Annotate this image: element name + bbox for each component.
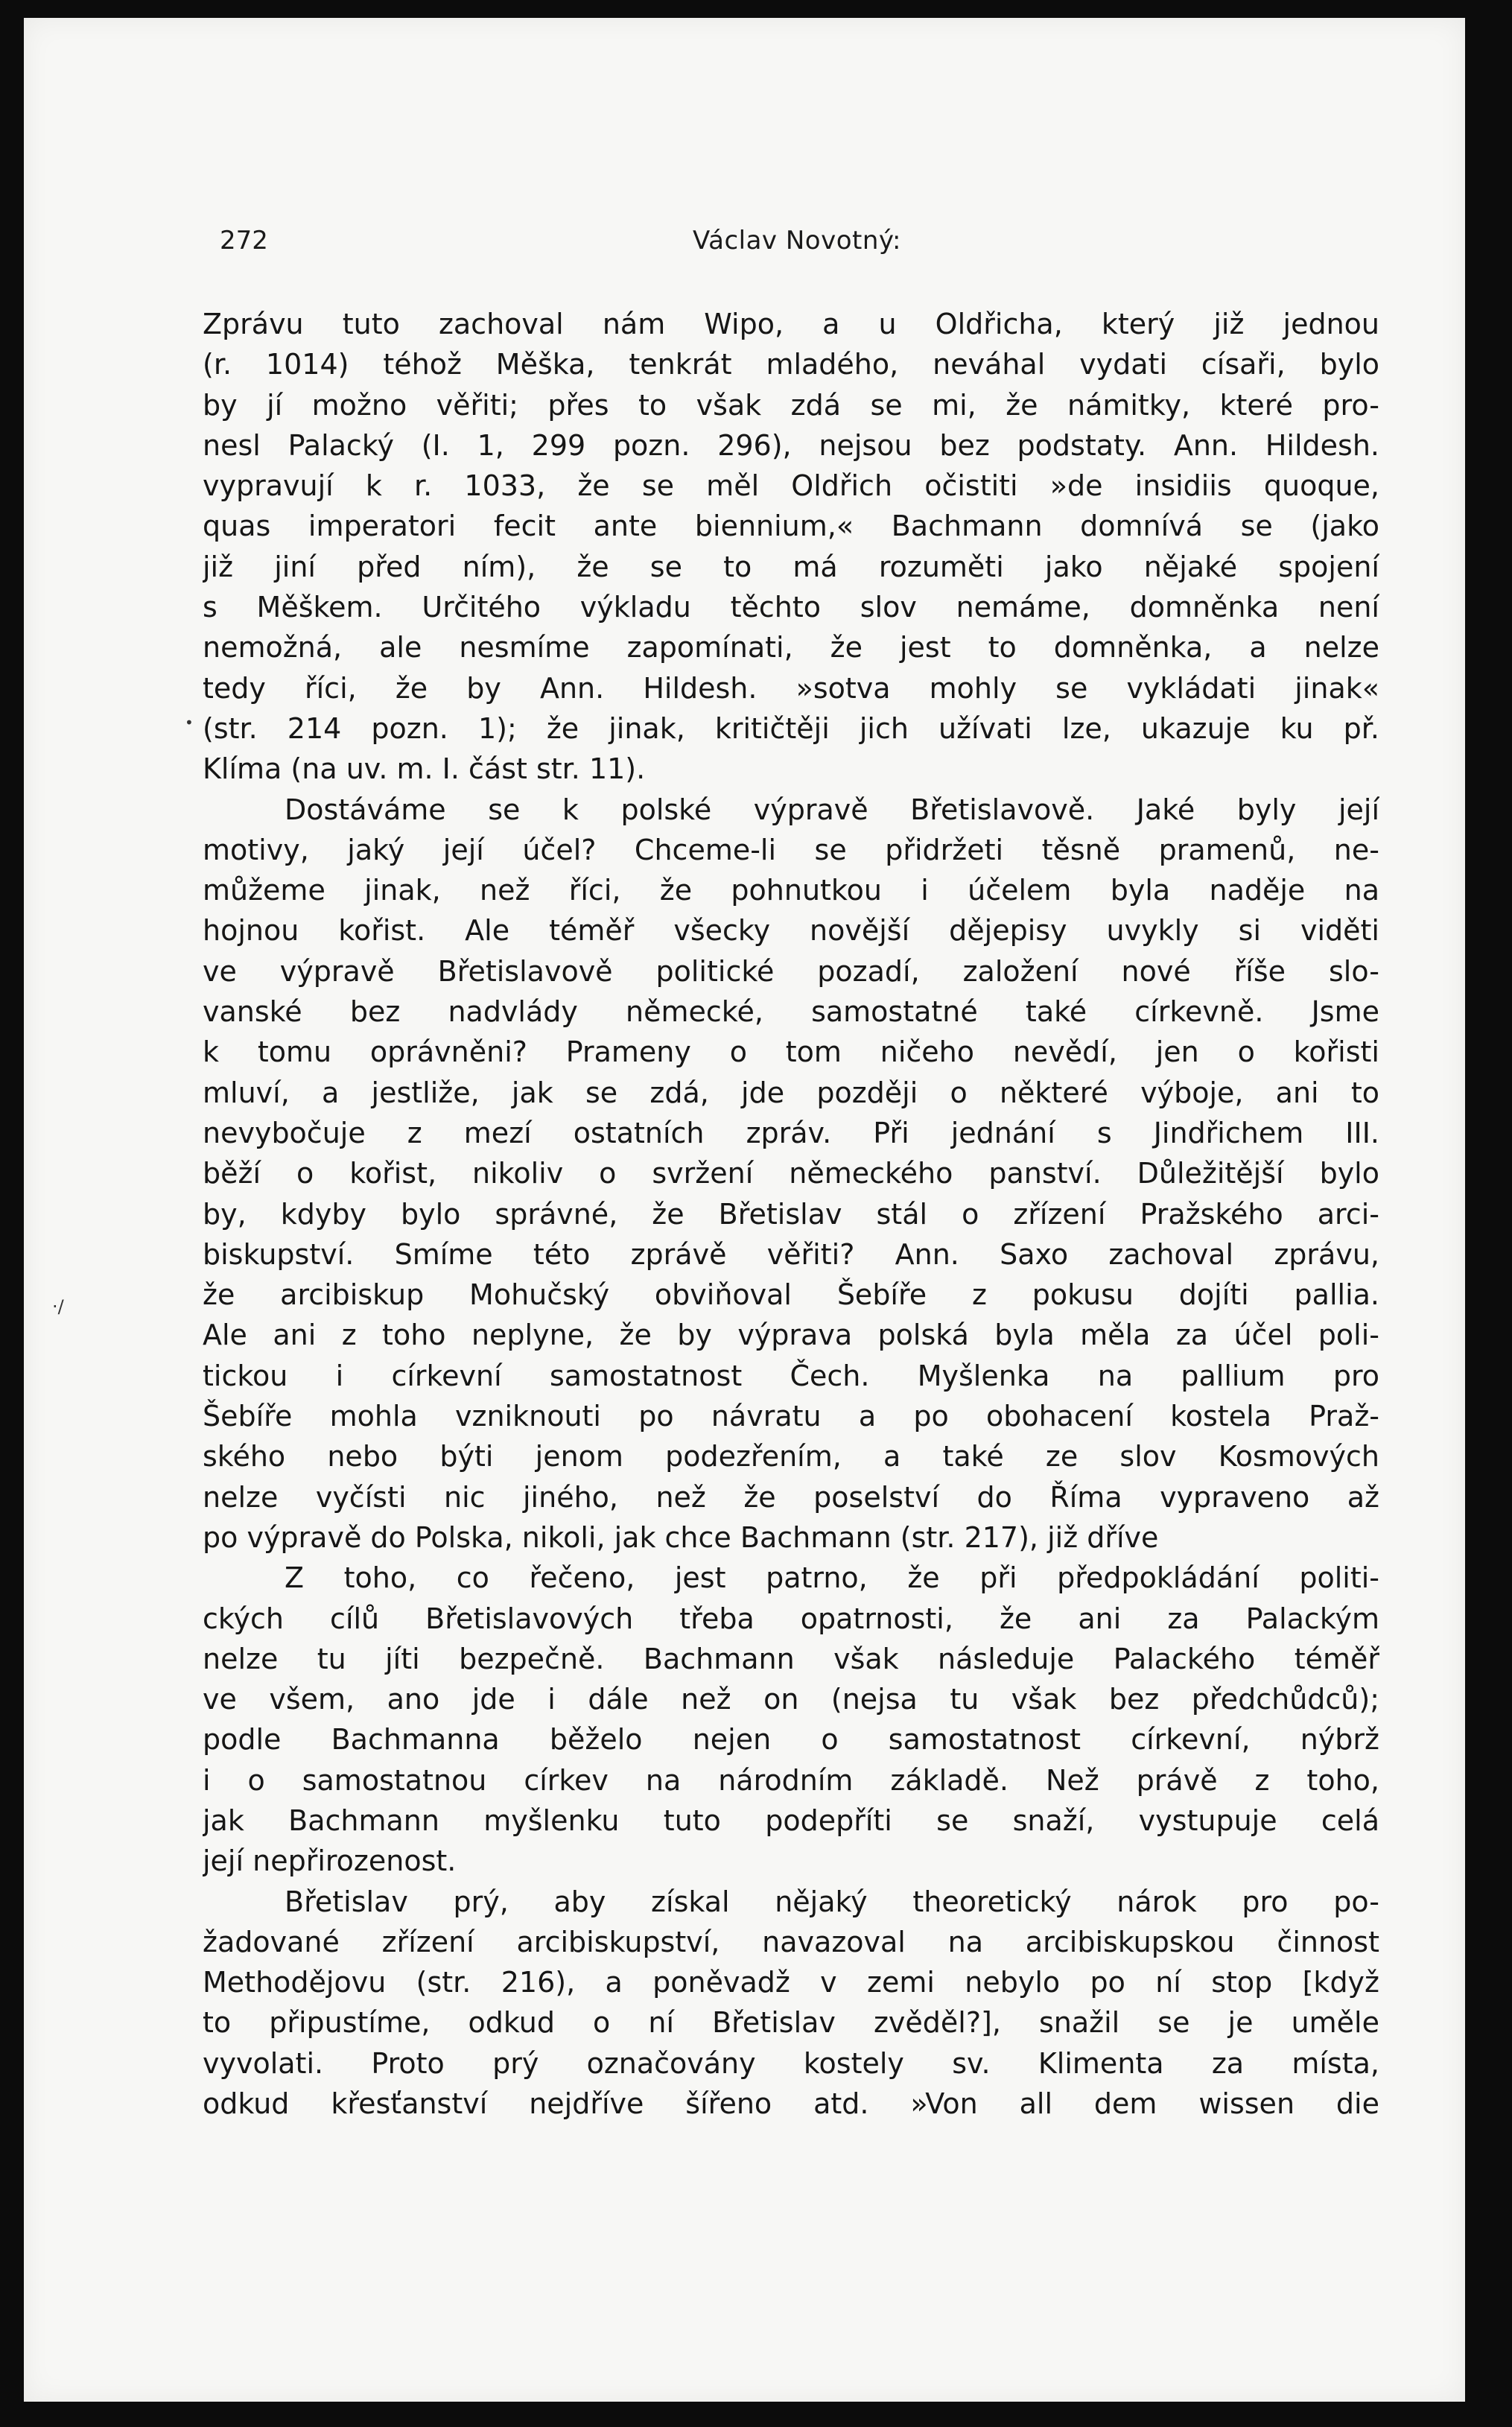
running-head: Václav Novotný: (693, 226, 901, 256)
text-line: nesl Palacký (I. 1, 299 pozn. 296), nejsou bez podstaty. Ann. Hildesh. (203, 428, 1379, 462)
margin-mark: ·/ (52, 1296, 64, 1317)
text-line: Methodějovu (str. 216), a poněvadž v zemi nebylo po ní stop [když (203, 1966, 1379, 1999)
text-line: motivy, jaký její účel? Chceme-li se přidržeti těsně pramenů, ne- (203, 833, 1379, 866)
text-line: že arcibiskup Mohučský obviňoval Šebíře z pokusu dojíti pallia. (203, 1278, 1379, 1312)
text-line: i o samostatnou církev na národním základě. Než právě z toho, (203, 1763, 1379, 1797)
text-line: Ale ani z toho neplyne, že by výprava polská byla měla za účel poli- (203, 1319, 1379, 1352)
text-line: odkud křesťanství nejdříve šířeno atd. »Von all dem wissen die (203, 2087, 1379, 2121)
text-line: Břetislav prý, aby získal nějaký theoretický nárok pro po- (285, 1885, 1379, 1918)
text-line: s Měškem. Určitého výkladu těchto slov nemáme, domněnka není (203, 591, 1379, 624)
text-line: vyvolati. Proto prý označovány kostely sv. Klimenta za místa, (203, 2046, 1379, 2080)
text-line: již jiní před ním), že se to má rozuměti jako nějaké spojení (203, 550, 1379, 583)
text-line: (str. 214 pozn. 1); že jinak, kritičtěji jich užívati lze, ukazuje ku př. (203, 711, 1379, 745)
text-line: nevybočuje z mezí ostatních zpráv. Při jednání s Jindřichem III. (203, 1116, 1379, 1149)
text-line: Zprávu tuto zachoval nám Wipo, a u Oldřicha, který již jednou (203, 308, 1379, 340)
text-line: by jí možno věřiti; přes to však zdá se mi, že námitky, které pro- (203, 388, 1379, 422)
text-line: ve výpravě Břetislavově politické pozadí, založení nové říše slo- (203, 954, 1379, 988)
text-line: ve všem, ano jde i dále než on (nejsa tu však bez předchůdců); (203, 1683, 1379, 1716)
body-text (203, 304, 1379, 2124)
text-line: vanské bez nadvlády německé, samostatné také církevně. Jsme (203, 995, 1379, 1029)
text-line: (r. 1014) téhož Měška, tenkrát mladého, neváhal vydati císaři, bylo (203, 348, 1379, 381)
text-line: po výpravě do Polska, nikoli, jak chce Bachmann (str. 217), již dříve (203, 1520, 1159, 1554)
text-line: tickou i církevní samostatnost Čech. Myšlenka na pallium pro (203, 1359, 1379, 1392)
text-line: mluví, a jestliže, jak se zdá, jde později o některé výboje, ani to (203, 1076, 1379, 1109)
text-line: nemožná, ale nesmíme zapomínati, že jest to domněnka, a nelze (203, 631, 1379, 664)
text-line: Dostáváme se k polské výpravě Břetislavově. Jaké byly její (285, 793, 1379, 826)
text-line: její nepřirozenost. (203, 1844, 457, 1878)
text-line: quas imperatori fecit ante biennium,« Bachmann domnívá se (jako (203, 510, 1379, 543)
text-line: jak Bachmann myšlenku tuto podepříti se snaží, vystupuje celá (203, 1803, 1379, 1837)
text-line: k tomu oprávněni? Prameny o tom ničeho nevědí, jen o kořisti (203, 1035, 1379, 1069)
text-line: nelze tu jíti bezpečně. Bachmann však následuje Palackého téměř (203, 1642, 1379, 1675)
text-line: podle Bachmanna běželo nejen o samostatnost církevní, nýbrž (203, 1723, 1379, 1757)
text-line: můžeme jinak, než říci, že pohnutkou i účelem byla naděje na (203, 874, 1379, 907)
text-line: vypravují k r. 1033, že se měl Oldřich očistiti »de insidiis quoque, (203, 469, 1379, 503)
text-line: by, kdyby bylo správné, že Břetislav stál o zřízení Pražského arci- (203, 1197, 1379, 1231)
text-line: Z toho, co řečeno, jest patrno, že při předpokládání politi- (285, 1561, 1379, 1595)
text-line: ckých cílů Břetislavových třeba opatrnosti, že ani za Palackým (203, 1602, 1379, 1635)
margin-mark: • (185, 714, 194, 732)
text-line: nelze vyčísti nic jiného, než že poselství do Říma vypraveno až (203, 1480, 1379, 1514)
text-line: hojnou kořist. Ale téměř všecky novější dějepisy uvykly si viděti (203, 914, 1379, 948)
text-line: Klíma (na uv. m. I. část str. 11). (203, 752, 646, 786)
page-header (220, 226, 1374, 263)
text-line: to připustíme, odkud o ní Břetislav zvěděl?], snažil se je uměle (203, 2006, 1379, 2040)
text-line: žadované zřízení arcibiskupství, navazoval na arcibiskupskou činnost (203, 1925, 1379, 1958)
page-number: 272 (220, 226, 268, 256)
text-line: Šebíře mohla vzniknouti po návratu a po obohacení kostela Praž- (203, 1400, 1379, 1433)
text-line: biskupství. Smíme této zprávě věřiti? Ann. Saxo zachoval zprávu, (203, 1237, 1379, 1271)
text-line: tedy říci, že by Ann. Hildesh. »sotva mohly se vykládati jinak« (203, 671, 1379, 705)
text-line: ského nebo býti jenom podezřením, a také ze slov Kosmových (203, 1440, 1379, 1473)
text-line: běží o kořist, nikoliv o svržení německého panství. Důležitější bylo (203, 1157, 1379, 1190)
